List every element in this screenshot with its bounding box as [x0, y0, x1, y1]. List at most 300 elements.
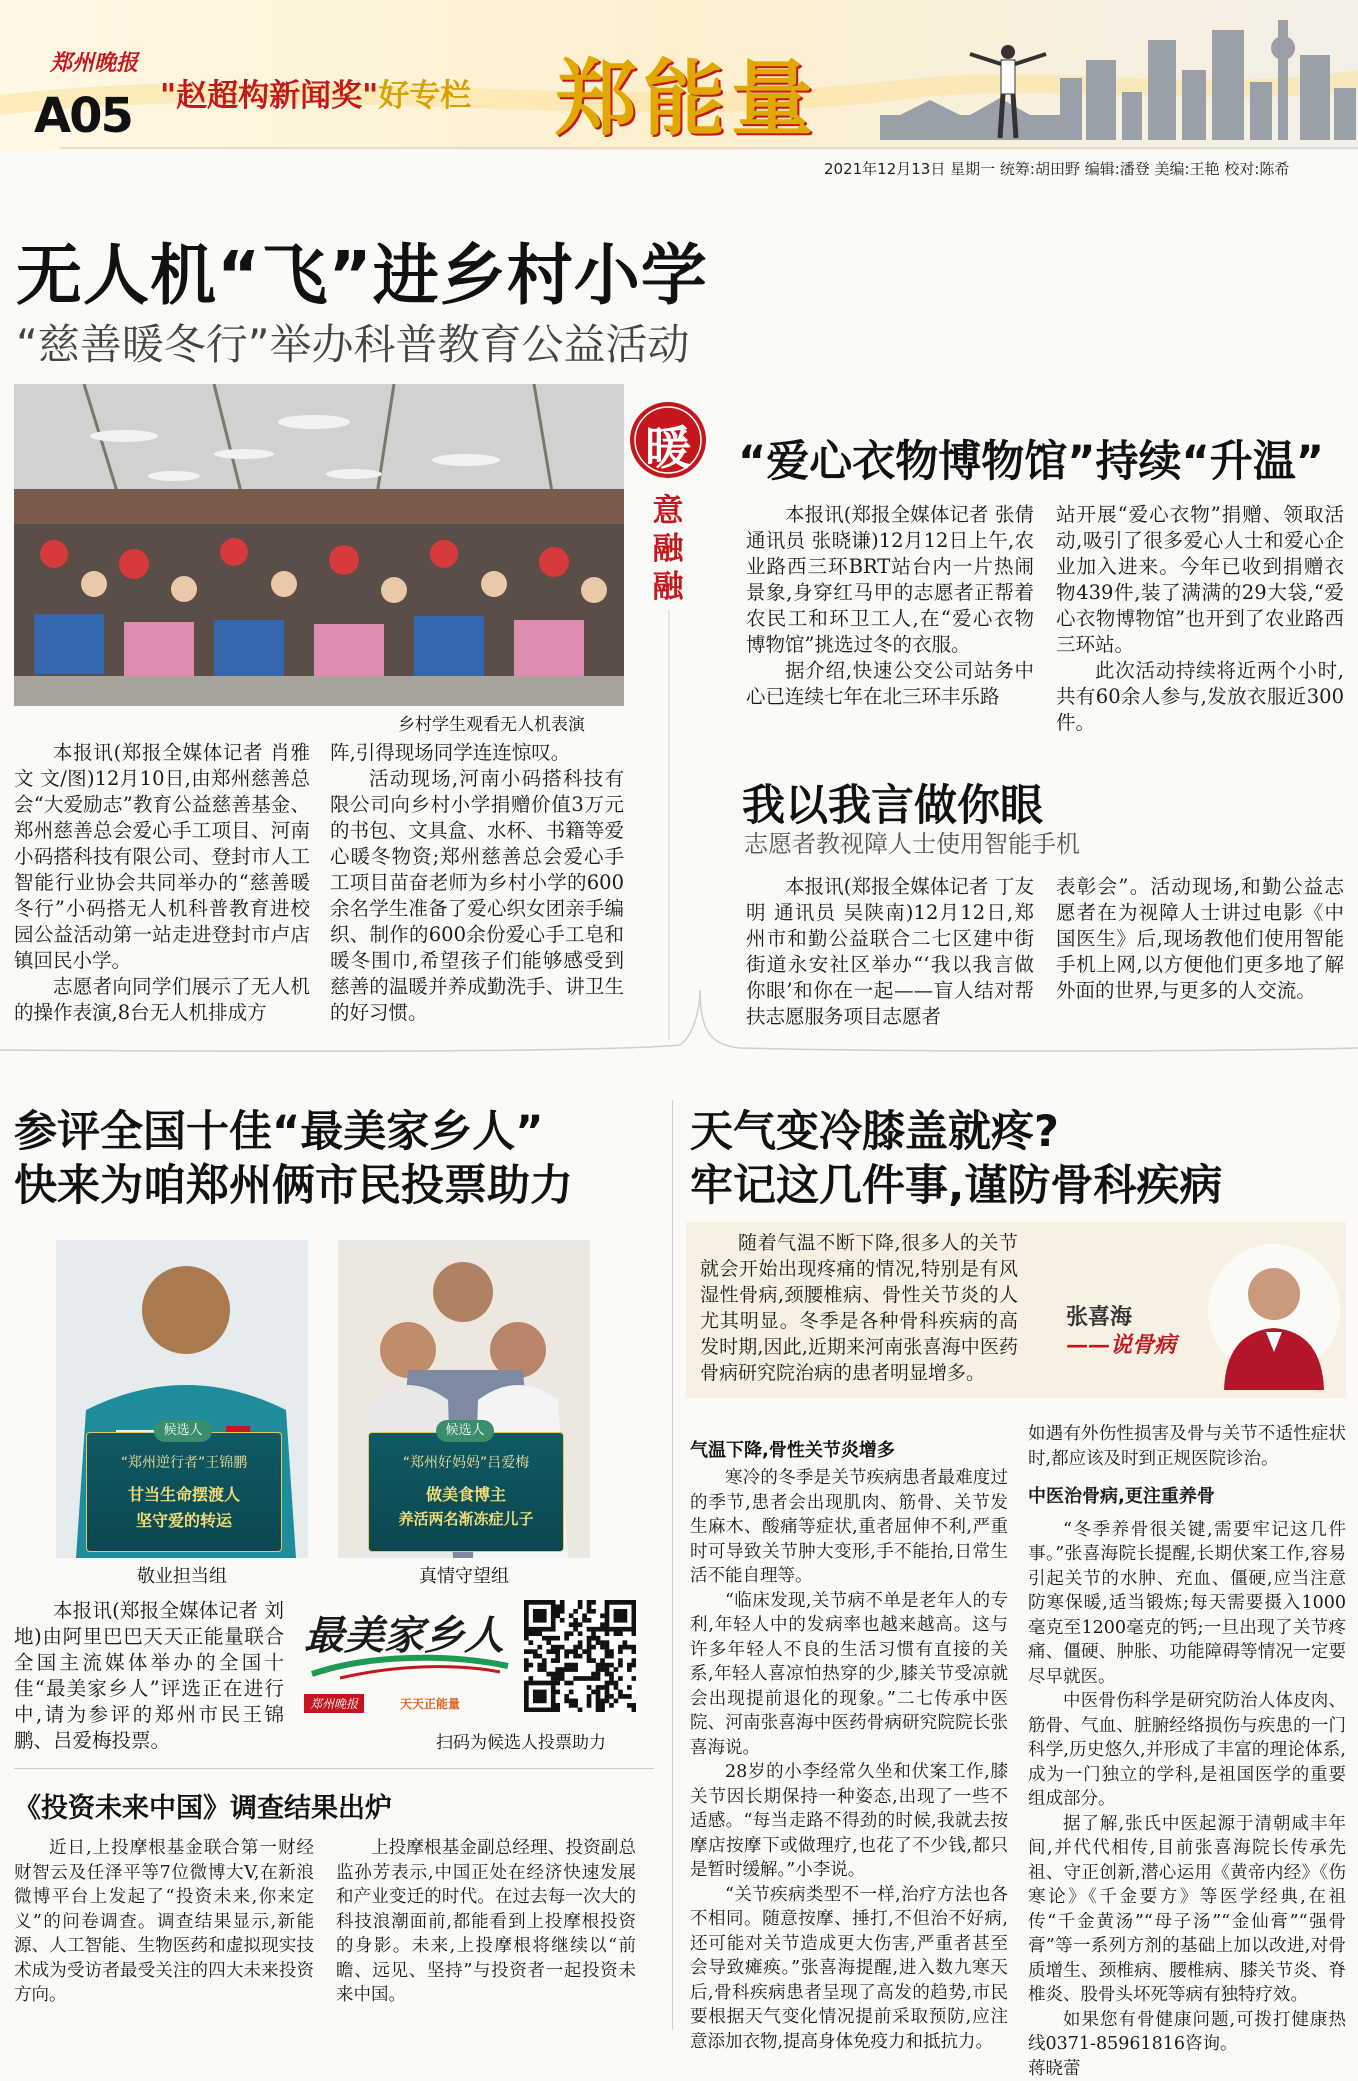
qr-module	[546, 1640, 551, 1645]
qr-module	[605, 1699, 610, 1704]
qr-module	[587, 1676, 592, 1681]
qr-module	[573, 1663, 578, 1668]
qr-module	[555, 1681, 560, 1686]
column-suffix: 好专栏	[378, 78, 471, 114]
qr-module	[555, 1703, 560, 1708]
qr-module	[614, 1613, 619, 1618]
qr-module	[524, 1613, 529, 1618]
drone-crowd-photo	[14, 384, 624, 706]
brand-slogan: ——说骨病	[1066, 1328, 1176, 1359]
qr-module	[605, 1654, 610, 1659]
story6-paragraph: 寒冷的冬季是关节疾病患者最难度过的季节,患者会出现肌肉、筋骨、关节发生麻木、酸痛等症状,重者屈伸不利,严重时可导致关节肿大变形,手不能抬,日常生活不能自理等。	[690, 1466, 1008, 1589]
qr-module	[591, 1676, 596, 1681]
qr-module	[555, 1672, 560, 1677]
qr-module	[587, 1694, 592, 1699]
story3-col2	[1056, 874, 1344, 1004]
qr-module	[573, 1645, 578, 1650]
qr-module	[605, 1645, 610, 1650]
qr-module	[618, 1609, 623, 1614]
section-title: 郑能量	[555, 34, 819, 151]
qr-module	[569, 1681, 574, 1686]
qr-module	[605, 1640, 610, 1645]
qr-module	[537, 1613, 542, 1618]
qr-module	[609, 1649, 614, 1654]
qr-module	[609, 1663, 614, 1668]
qr-module	[524, 1609, 529, 1614]
qr-module	[596, 1708, 601, 1712]
story6-intro: 随着气温不断下降,很多人的关节就会开始出现疼痛的情况,特别是有风湿性骨病,颈腰椎病、骨性关节炎的人尤其明显。冬季是各种骨科疾病的高发时期,因此,近期来河南张喜海中医药骨病研究院治病的患者明显增多。	[700, 1230, 1018, 1386]
qr-module	[533, 1694, 538, 1699]
candidate-2-line1: 做美食博主	[368, 1482, 564, 1505]
qr-module	[533, 1690, 538, 1695]
story6-paragraph: “冬季养骨很关键,需要牢记这几件事。”张喜海院长提醒,长期伏案工作,容易引起关节的水肿、充血、僵硬,应当注意防寒保暖,适当锻炼;每天需要摄入1000毫克至1200毫克的钙;一旦出现了关节疼痛、僵硬、肿胀、功能障碍等情况一定要尽早就医。	[1028, 1518, 1346, 1690]
qr-module	[524, 1708, 529, 1712]
story4-headline-line2: 快来为咱郑州俩市民投票助力	[14, 1152, 573, 1213]
qr-module	[605, 1663, 610, 1668]
story6-paragraph: 28岁的小李经常久坐和伏案工作,膝关节因长期保持一种姿态,出现了一些不适感。“每当走路不得劲的时候,我就去按摩店按摩下或做理疗,也花了不少钱,都只是暂时缓解。”小李说。	[690, 1760, 1008, 1883]
qr-module	[623, 1640, 628, 1645]
story3-paragraph: 本报讯(郑报全媒体记者 丁友明 通讯员 吴陕南)12月12日,郑州市和勤公益联合二七区建中街街道永安社区举办“‘我以我言做你眼’和你在一起——盲人结对帮扶志愿服务项目志愿者	[746, 874, 1034, 1030]
qr-module	[623, 1600, 628, 1605]
vote-qr-code[interactable]	[524, 1600, 636, 1712]
qr-module	[528, 1627, 533, 1632]
qr-module	[591, 1658, 596, 1663]
qr-module	[528, 1640, 533, 1645]
qr-module	[551, 1658, 556, 1663]
qr-module	[596, 1676, 601, 1681]
qr-module	[524, 1681, 529, 1686]
qr-module	[560, 1645, 565, 1650]
qr-module	[524, 1703, 529, 1708]
story6-paragraph: “关节疾病类型不一样,治疗方法也各不相同。随意按摩、捶打,不但治不好病,还可能对关节造成更大伤害,严重者甚至会导致瘫痪。”张喜海提醒,进入数九寒天后,骨科疾病患者呈现了高发的趋势,市民要根据天气变化情况提前采取预防,应注意添加衣物,提高身体免疫力和抵抗力。	[690, 1883, 1008, 2055]
qr-module	[600, 1703, 605, 1708]
qr-module	[632, 1658, 636, 1663]
story5-paragraph: 近日,上投摩根基金联合第一财经财智云及任泽平等7位微博大V,在新浪微博平台上发起了“投资未来,你来定义”的问卷调查。调查结果显示,新能源、人工智能、生物医药和虚拟现实技术成为受访者最受关注的四大未来投资方向。	[14, 1836, 314, 2008]
qr-module	[560, 1618, 565, 1623]
qr-module	[587, 1600, 592, 1605]
qr-module	[555, 1636, 560, 1641]
qr-module	[605, 1690, 610, 1695]
qr-module	[533, 1708, 538, 1712]
qr-module	[605, 1622, 610, 1627]
qr-module	[537, 1618, 542, 1623]
qr-module	[524, 1649, 529, 1654]
hometown-logo	[300, 1600, 512, 1720]
qr-module	[578, 1622, 583, 1627]
qr-module	[524, 1667, 529, 1672]
qr-module	[569, 1613, 574, 1618]
candidate-1-name: “郑州逆行者”王锦鹏	[86, 1452, 282, 1472]
qr-module	[627, 1694, 632, 1699]
qr-module	[542, 1658, 547, 1663]
qr-module	[569, 1703, 574, 1708]
candidate-1-line1: 甘当生命摆渡人	[86, 1482, 282, 1505]
qr-module	[537, 1681, 542, 1686]
qr-module	[587, 1649, 592, 1654]
qr-module	[605, 1649, 610, 1654]
qr-module	[542, 1663, 547, 1668]
qr-module	[537, 1708, 542, 1712]
qr-module	[614, 1627, 619, 1632]
masthead	[0, 0, 1358, 180]
qr-module	[618, 1649, 623, 1654]
story2-paragraph: 此次活动持续将近两个小时,共有60余人参与,发放衣服近300件。	[1056, 658, 1344, 736]
qr-module	[573, 1627, 578, 1632]
qr-module	[564, 1631, 569, 1636]
qr-module	[551, 1685, 556, 1690]
qr-module	[524, 1604, 529, 1609]
qr-module	[542, 1699, 547, 1704]
qr-module	[569, 1667, 574, 1672]
qr-module	[609, 1694, 614, 1699]
qr-module	[564, 1667, 569, 1672]
qr-module	[573, 1622, 578, 1627]
qr-module	[578, 1645, 583, 1650]
qr-module	[618, 1631, 623, 1636]
story6-sub2: 中医治骨病,更注重养骨	[1028, 1485, 1346, 1510]
qr-module	[605, 1672, 610, 1677]
qr-module	[573, 1703, 578, 1708]
doctor-portrait	[1206, 1240, 1342, 1390]
page-number: A05	[34, 88, 132, 144]
qr-module	[560, 1604, 565, 1609]
qr-module	[596, 1667, 601, 1672]
hometown-logo-swoosh	[310, 1650, 510, 1680]
column-rule	[672, 1100, 673, 2030]
qr-module	[546, 1681, 551, 1686]
qr-module	[578, 1600, 583, 1605]
qr-module	[614, 1699, 619, 1704]
qr-module	[632, 1627, 636, 1632]
qr-module	[609, 1681, 614, 1686]
qr-module	[605, 1609, 610, 1614]
qr-module	[564, 1699, 569, 1704]
qr-module	[555, 1645, 560, 1650]
qr-module	[596, 1690, 601, 1695]
lead-headline: 无人机“飞”进乡村小学	[16, 222, 708, 317]
story2-col2	[1056, 502, 1344, 736]
qr-module	[546, 1627, 551, 1632]
qr-module	[560, 1600, 565, 1605]
brand-name: 张喜海	[1066, 1300, 1132, 1331]
qr-module	[524, 1658, 529, 1663]
qr-module	[551, 1676, 556, 1681]
warm-badge	[628, 400, 708, 606]
qr-module	[587, 1618, 592, 1623]
qr-module	[551, 1645, 556, 1650]
story2-paragraph: 本报讯(郑报全媒体记者 张倩 通讯员 张晓谦)12月12日上午,农业路西三环BRT站台内一片热闹景象,身穿红马甲的志愿者正帮着农民工和环卫工人,在“爱心衣物博物馆”挑选过冬的衣服。	[746, 502, 1034, 658]
qr-module	[551, 1622, 556, 1627]
qr-module	[605, 1627, 610, 1632]
qr-module	[524, 1631, 529, 1636]
qr-module	[564, 1636, 569, 1641]
qr-module	[596, 1627, 601, 1632]
qr-module	[587, 1703, 592, 1708]
qr-module	[614, 1631, 619, 1636]
qr-module	[632, 1663, 636, 1668]
qr-module	[533, 1609, 538, 1614]
story5-paragraph: 上投摩根基金副总经理、投资副总监孙芳表示,中国正处在经济快速发展和产业变迁的时代。在过去每一次大的科技浪潮面前,都能看到上投摩根投资的身影。未来,上投摩根将继续以“前瞻、远见、坚持”与投资者一起投资未来中国。	[336, 1836, 636, 2008]
qr-module	[614, 1609, 619, 1614]
qr-module	[596, 1703, 601, 1708]
qr-module	[537, 1609, 542, 1614]
qr-module	[537, 1690, 542, 1695]
qr-module	[533, 1600, 538, 1605]
qr-module	[569, 1690, 574, 1695]
qr-module	[542, 1600, 547, 1605]
story4-text	[14, 1598, 284, 1754]
qr-module	[618, 1690, 623, 1695]
qr-module	[551, 1636, 556, 1641]
qr-module	[618, 1600, 623, 1605]
qr-module	[533, 1699, 538, 1704]
qr-module	[587, 1645, 592, 1650]
badge-divider	[668, 610, 670, 1040]
qr-module	[578, 1654, 583, 1659]
qr-module	[618, 1627, 623, 1632]
qr-module	[582, 1618, 587, 1623]
qr-module	[542, 1681, 547, 1686]
qr-module	[573, 1699, 578, 1704]
story3-headline: 我以我言做你眼	[742, 772, 1043, 833]
qr-module	[564, 1649, 569, 1654]
qr-module	[623, 1645, 628, 1650]
qr-module	[537, 1600, 542, 1605]
qr-module	[623, 1609, 628, 1614]
qr-module	[560, 1676, 565, 1681]
hometown-logo-text: 最美家乡人	[304, 1604, 504, 1661]
qr-module	[627, 1703, 632, 1708]
qr-module	[555, 1649, 560, 1654]
qr-module	[542, 1636, 547, 1641]
qr-module	[564, 1663, 569, 1668]
candidate-1-tag: 候选人	[154, 1420, 212, 1442]
qr-module	[627, 1627, 632, 1632]
story2-paragraph: 据介绍,快速公交公司站务中心已连续七年在北三环丰乐路	[746, 658, 1034, 710]
lead-paragraph: 阵,引得现场同学连连惊叹。	[330, 740, 624, 766]
qr-module	[546, 1708, 551, 1712]
qr-module	[542, 1690, 547, 1695]
hometown-logo-paper: 郑州晚报	[304, 1694, 364, 1713]
qr-module	[600, 1667, 605, 1672]
qr-module	[551, 1649, 556, 1654]
candidate-2-line2: 养活两名渐冻症儿子	[368, 1508, 564, 1529]
qr-module	[546, 1672, 551, 1677]
qr-module	[551, 1627, 556, 1632]
qr-module	[587, 1699, 592, 1704]
qr-module	[596, 1636, 601, 1641]
qr-module	[623, 1694, 628, 1699]
qr-module	[618, 1658, 623, 1663]
qr-module	[555, 1708, 560, 1712]
qr-module	[587, 1685, 592, 1690]
qr-module	[623, 1618, 628, 1623]
qr-module	[524, 1694, 529, 1699]
qr-module	[600, 1699, 605, 1704]
qr-module	[546, 1649, 551, 1654]
lead-col1	[14, 740, 310, 1026]
qr-module	[555, 1658, 560, 1663]
qr-module	[618, 1618, 623, 1623]
qr-module	[591, 1645, 596, 1650]
qr-module	[605, 1613, 610, 1618]
qr-module	[573, 1609, 578, 1614]
qr-module	[542, 1618, 547, 1623]
column-title	[160, 70, 471, 115]
story4-headline-line1: 参评全国十佳“最美家乡人”	[14, 1098, 544, 1159]
qr-module	[632, 1676, 636, 1681]
qr-module	[582, 1613, 587, 1618]
qr-module	[627, 1663, 632, 1668]
qr-module	[524, 1600, 529, 1605]
qr-module	[537, 1667, 542, 1672]
qr-module	[533, 1627, 538, 1632]
qr-module	[542, 1609, 547, 1614]
qr-module	[533, 1613, 538, 1618]
warm-badge-vertical: 意融融	[651, 492, 685, 606]
qr-module	[609, 1672, 614, 1677]
qr-module	[609, 1703, 614, 1708]
qr-module	[542, 1627, 547, 1632]
story3-paragraph: 表彰会”。活动现场,和勤公益志愿者在为视障人士讲过电影《中国医生》后,现场教他们使用智能手机上网,以方便他们更多地了解外面的世界,与更多的人交流。	[1056, 874, 1344, 1004]
qr-module	[533, 1618, 538, 1623]
qr-module	[632, 1622, 636, 1627]
qr-module	[578, 1631, 583, 1636]
qr-module	[578, 1708, 583, 1712]
story5-col2	[336, 1836, 636, 2008]
qr-module	[600, 1708, 605, 1712]
qr-module	[609, 1600, 614, 1605]
qr-module	[618, 1645, 623, 1650]
story6-paragraph: 如果您有骨健康问题,可拨打健康热线0371-85961816咨询。	[1028, 2008, 1346, 2057]
story5-headline: 《投资未来中国》调查结果出炉	[14, 1786, 392, 1825]
qr-module	[528, 1681, 533, 1686]
qr-module	[587, 1636, 592, 1641]
qr-module	[632, 1613, 636, 1618]
qr-module	[587, 1640, 592, 1645]
qr-module	[560, 1609, 565, 1614]
qr-module	[524, 1663, 529, 1668]
story6-paragraph: 据了解,张氏中医起源于清朝咸丰年间,并代代相传,目前张喜海院长传承先祖、守正创新,潜心运用《黄帝内经》《伤寒论》《千金要方》等医学经典,在祖传“千金黄汤”“母子汤”“金仙膏”“强骨膏”等一系列方剂的基础上加以改进,对骨质增生、颈椎病、腰椎病、膝关节炎、脊椎炎、股骨头坏死等病有独特疗效。	[1028, 1812, 1346, 2008]
qr-module	[605, 1631, 610, 1636]
qr-module	[600, 1622, 605, 1627]
qr-module	[542, 1708, 547, 1712]
lead-paragraph: 志愿者向同学们展示了无人机的操作表演,8台无人机排成方	[14, 974, 310, 1026]
qr-module	[524, 1618, 529, 1623]
qr-module	[551, 1672, 556, 1677]
qr-module	[528, 1663, 533, 1668]
qr-module	[605, 1618, 610, 1623]
qr-module	[632, 1631, 636, 1636]
qr-module	[600, 1640, 605, 1645]
qr-module	[573, 1649, 578, 1654]
qr-module	[614, 1667, 619, 1672]
qr-module	[582, 1676, 587, 1681]
qr-module	[537, 1645, 542, 1650]
story6-col1	[690, 1466, 1008, 2054]
qr-module	[587, 1609, 592, 1614]
qr-module	[596, 1640, 601, 1645]
qr-module	[569, 1663, 574, 1668]
qr-module	[569, 1699, 574, 1704]
qr-module	[546, 1636, 551, 1641]
qr-module	[555, 1667, 560, 1672]
qr-module	[605, 1600, 610, 1605]
qr-module	[555, 1676, 560, 1681]
qr-module	[627, 1600, 632, 1605]
qr-module	[551, 1703, 556, 1708]
qr-module	[627, 1667, 632, 1672]
lead-paragraph: 本报讯(郑报全媒体记者 肖雅文 文/图)12月10日,由郑州慈善总会“大爱励志”教育公益慈善基金、郑州慈善总会爱心手工项目、河南小码搭科技有限公司、登封市人工智能行业协会共同举办的“慈善暖冬行”小码搭无人机科普教育进校园公益活动第一站走进登封市卢店镇回民小学。	[14, 740, 310, 974]
qr-module	[618, 1613, 623, 1618]
qr-module	[627, 1685, 632, 1690]
candidate-photo-2	[338, 1240, 590, 1558]
qr-module	[551, 1609, 556, 1614]
qr-module	[573, 1667, 578, 1672]
qr-module	[632, 1703, 636, 1708]
qr-module	[524, 1685, 529, 1690]
qr-module	[564, 1654, 569, 1659]
qr-module	[614, 1685, 619, 1690]
qr-module	[596, 1699, 601, 1704]
qr-module	[560, 1667, 565, 1672]
qr-module	[609, 1654, 614, 1659]
qr-module	[614, 1681, 619, 1686]
lead-paragraph: 活动现场,河南小码搭科技有限公司向乡村小学捐赠价值3万元的书包、文具盒、水杯、书籍等爱心暖冬物资;郑州慈善总会爱心手工项目苗奋老师为乡村小学的600余名学生准备了爱心织女团亲手编织、制作的600余份爱心手工皂和暖冬围巾,希望孩子们能够感受到慈善的温暖并养成勤洗手、讲卫生的好习惯。	[330, 766, 624, 1026]
qr-module	[600, 1685, 605, 1690]
qr-module	[537, 1654, 542, 1659]
qr-module	[632, 1604, 636, 1609]
qr-module	[533, 1654, 538, 1659]
qr-module	[551, 1681, 556, 1686]
qr-module	[537, 1627, 542, 1632]
qr-module	[632, 1609, 636, 1614]
story2-headline: “爱心衣物博物馆”持续“升温”	[738, 428, 1324, 489]
qr-module	[573, 1676, 578, 1681]
candidate-2-name: “郑州好妈妈”吕爱梅	[368, 1452, 564, 1472]
candidate-photo-1	[56, 1240, 308, 1558]
qr-module	[614, 1600, 619, 1605]
qr-module	[569, 1649, 574, 1654]
story5-rule	[14, 1768, 654, 1769]
qr-module	[605, 1604, 610, 1609]
qr-module	[551, 1690, 556, 1695]
qr-module	[564, 1681, 569, 1686]
qr-module	[551, 1600, 556, 1605]
qr-module	[591, 1672, 596, 1677]
story6-sub1: 气温下降,骨性关节炎增多	[690, 1436, 895, 1462]
lead-photo-caption: 乡村学生观看无人机表演	[398, 710, 585, 735]
qr-module	[632, 1649, 636, 1654]
qr-module	[533, 1681, 538, 1686]
qr-module	[551, 1604, 556, 1609]
dateline: 2021年12月13日 星期一 统筹:胡田野 编辑:潘登 美编:王艳 校对:陈希	[824, 158, 1289, 179]
qr-caption: 扫码为候选人投票助力	[436, 1728, 606, 1753]
qr-module	[537, 1631, 542, 1636]
qr-module	[564, 1694, 569, 1699]
qr-module	[591, 1690, 596, 1695]
candidate-1-caption: 敬业担当组	[56, 1562, 308, 1588]
qr-module	[605, 1681, 610, 1686]
qr-module	[555, 1604, 560, 1609]
qr-module	[591, 1609, 596, 1614]
story2-col1	[746, 502, 1034, 710]
qr-module	[587, 1654, 592, 1659]
story6-paragraph: “临床发现,关节病不单是老年人的专利,年轻人中的发病率也越来越高。这与许多年轻人不良的生活习惯有直接的关系,年轻人喜凉怕热穿的少,膝关节受凉就会出现提前退化的现象。”二七传承中医院、河南张喜海中医药骨病研究院院长张喜海说。	[690, 1589, 1008, 1761]
qr-module	[587, 1627, 592, 1632]
qr-module	[555, 1609, 560, 1614]
qr-module	[609, 1676, 614, 1681]
